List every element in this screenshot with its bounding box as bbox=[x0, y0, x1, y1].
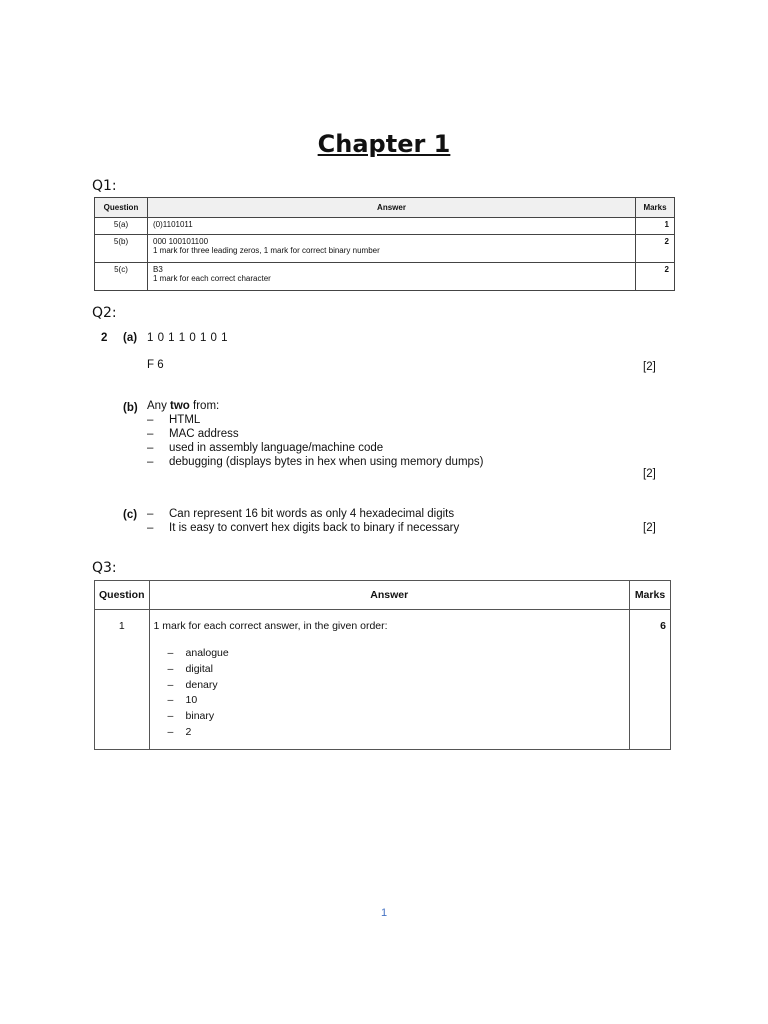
q2-c-list bbox=[147, 507, 459, 535]
list-item bbox=[168, 678, 625, 694]
list-item-text: Can represent 16 bit words as only 4 hexadecimal digits bbox=[169, 508, 455, 520]
answer-line: 000 100101100 bbox=[153, 237, 209, 246]
dash-marker: – bbox=[167, 725, 174, 738]
q3-label: Q3: bbox=[92, 560, 117, 576]
intro-text: Any bbox=[147, 400, 171, 412]
q2-c-marks: [2] bbox=[643, 522, 656, 534]
table-row bbox=[95, 218, 675, 235]
list-item bbox=[147, 441, 484, 455]
dash-marker: – bbox=[167, 710, 174, 723]
list-item-text: denary bbox=[185, 678, 218, 691]
list-item bbox=[147, 413, 484, 427]
intro-emphasis: two bbox=[170, 400, 190, 412]
q1-row-marks: 1 bbox=[636, 218, 675, 235]
q3-row-answer bbox=[149, 610, 629, 750]
q1-row-answer bbox=[148, 235, 636, 263]
list-item bbox=[147, 507, 459, 521]
answer-line: 1 mark for three leading zeros, 1 mark for correct binary number bbox=[153, 246, 380, 255]
list-item bbox=[168, 725, 625, 741]
list-item bbox=[147, 455, 484, 469]
q2-b-marks: [2] bbox=[643, 468, 656, 480]
page-number: 1 bbox=[380, 907, 388, 919]
q1-row-question: 5(b) bbox=[95, 235, 148, 263]
list-item-text: 10 bbox=[185, 694, 198, 707]
list-item-text: It is easy to convert hex digits back to binary if necessary bbox=[169, 522, 460, 534]
list-item bbox=[168, 693, 625, 709]
list-item bbox=[168, 646, 625, 662]
q2-label: Q2: bbox=[92, 305, 117, 321]
list-item bbox=[147, 427, 484, 441]
q2-a-marks: [2] bbox=[643, 361, 656, 373]
list-item bbox=[168, 709, 625, 725]
answer-line: (0)1101011 bbox=[153, 220, 193, 229]
answer-line: B3 bbox=[153, 265, 163, 274]
list-item-text: analogue bbox=[185, 647, 229, 659]
answer-intro: 1 mark for each correct answer, in the given order: bbox=[153, 620, 388, 632]
q3-table bbox=[94, 580, 671, 750]
q1-row-question: 5(c) bbox=[95, 263, 148, 291]
list-item-text: 2 bbox=[185, 725, 192, 738]
q1-row-marks: 2 bbox=[636, 263, 675, 291]
q1-label: Q1: bbox=[92, 178, 117, 194]
list-item-text: MAC address bbox=[169, 428, 239, 440]
dash-marker: – bbox=[167, 662, 174, 675]
q2-a-hex: F 6 bbox=[147, 359, 164, 371]
table-row bbox=[95, 610, 671, 750]
q2-part-c: (c) bbox=[123, 509, 138, 521]
q1-table bbox=[94, 197, 675, 291]
q2-part-b: (b) bbox=[123, 402, 138, 414]
dash-marker: – bbox=[147, 508, 154, 520]
list-item-text: debugging (displays bytes in hex when using memory dumps) bbox=[169, 456, 484, 468]
q2-a-binary: 1 0 1 1 0 1 0 1 bbox=[147, 332, 229, 344]
list-item bbox=[147, 521, 459, 535]
intro-text: from: bbox=[189, 400, 220, 412]
dash-marker: – bbox=[147, 428, 154, 440]
dash-marker: – bbox=[147, 456, 154, 468]
q3-header-answer: Answer bbox=[149, 581, 629, 610]
q3-row-marks: 6 bbox=[630, 610, 671, 750]
list-item-text: used in assembly language/machine code bbox=[169, 442, 384, 454]
q1-row-marks: 2 bbox=[636, 235, 675, 263]
table-row bbox=[95, 235, 675, 263]
q1-header-row bbox=[95, 198, 675, 218]
dash-marker: – bbox=[147, 414, 154, 426]
dash-marker: – bbox=[167, 694, 174, 707]
answer-line: 1 mark for each correct character bbox=[153, 274, 271, 283]
q2-b-intro bbox=[147, 399, 219, 413]
q2-b-list bbox=[147, 413, 484, 469]
dash-marker: – bbox=[167, 678, 174, 691]
list-item-text: HTML bbox=[169, 414, 201, 426]
q2-number: 2 bbox=[101, 332, 108, 344]
chapter-title: Chapter 1 bbox=[317, 130, 451, 158]
q3-header-question: Question bbox=[95, 581, 150, 610]
q1-header-question: Question bbox=[95, 198, 148, 218]
q1-row-answer bbox=[148, 263, 636, 291]
q3-header-marks: Marks bbox=[630, 581, 671, 610]
list-item bbox=[168, 662, 625, 678]
q3-row-question: 1 bbox=[95, 610, 150, 750]
dash-marker: – bbox=[167, 647, 174, 659]
dash-marker: – bbox=[147, 522, 154, 534]
list-item-text: binary bbox=[185, 710, 215, 723]
q1-header-marks: Marks bbox=[636, 198, 675, 218]
dash-marker: – bbox=[147, 442, 154, 454]
q1-row-question: 5(a) bbox=[95, 218, 148, 235]
q3-header-row bbox=[95, 581, 671, 610]
list-item-text: digital bbox=[185, 662, 213, 675]
q1-header-answer: Answer bbox=[148, 198, 636, 218]
q1-row-answer bbox=[148, 218, 636, 235]
answer-list bbox=[154, 646, 625, 741]
table-row bbox=[95, 263, 675, 291]
q2-part-a: (a) bbox=[123, 332, 138, 344]
